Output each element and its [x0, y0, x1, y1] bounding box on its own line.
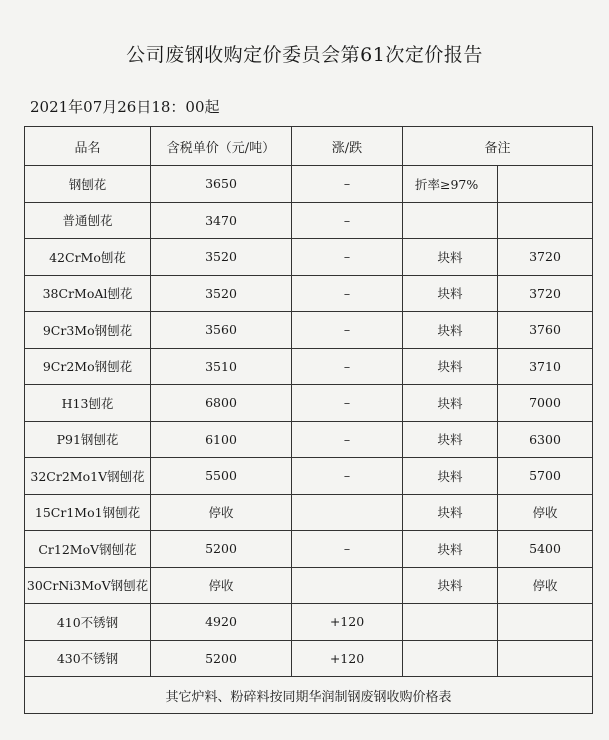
effective-datetime: 2021年07月26日18：00起 — [30, 98, 220, 116]
cell-change: – — [292, 458, 403, 495]
cell-note-value: 5700 — [498, 458, 593, 495]
cell-change — [292, 567, 403, 604]
header-note: 备注 — [403, 127, 593, 166]
cell-price: 停收 — [151, 494, 292, 531]
cell-note-value: 3720 — [498, 275, 593, 312]
cell-price: 停收 — [151, 567, 292, 604]
cell-change: +120 — [292, 604, 403, 641]
cell-price: 3650 — [151, 166, 292, 203]
cell-note-type: 块料 — [403, 312, 498, 349]
table-row — [25, 202, 593, 239]
cell-price: 6100 — [151, 421, 292, 458]
cell-price: 5200 — [151, 531, 292, 568]
cell-name: 9Cr3Mo钢刨花 — [25, 312, 151, 349]
table-row — [25, 604, 593, 641]
cell-change: – — [292, 312, 403, 349]
cell-note-value — [498, 202, 593, 239]
cell-change: – — [292, 348, 403, 385]
table-row — [25, 166, 593, 203]
cell-note-type: 块料 — [403, 458, 498, 495]
cell-price: 5200 — [151, 640, 292, 677]
cell-note-value: 3760 — [498, 312, 593, 349]
cell-price: 5500 — [151, 458, 292, 495]
table-row — [25, 458, 593, 495]
cell-note-type — [403, 640, 498, 677]
cell-price: 3470 — [151, 202, 292, 239]
footer-note: 其它炉料、粉碎料按同期华润制钢废钢收购价格表 — [25, 677, 593, 714]
header-change: 涨/跌 — [292, 127, 403, 166]
cell-change: – — [292, 166, 403, 203]
cell-name: 430不锈钢 — [25, 640, 151, 677]
cell-name: 15Cr1Mo1钢刨花 — [25, 494, 151, 531]
cell-note-type: 块料 — [403, 239, 498, 276]
cell-note-type: 块料 — [403, 348, 498, 385]
cell-name: 38CrMoAl刨花 — [25, 275, 151, 312]
cell-note-type — [403, 202, 498, 239]
cell-note-type: 块料 — [403, 275, 498, 312]
cell-note-type: 块料 — [403, 567, 498, 604]
cell-price: 3510 — [151, 348, 292, 385]
cell-note-value: 3720 — [498, 239, 593, 276]
table-row — [25, 275, 593, 312]
table-row — [25, 312, 593, 349]
table-header-row — [25, 127, 593, 166]
cell-price: 3520 — [151, 275, 292, 312]
cell-note-value: 6300 — [498, 421, 593, 458]
table-row — [25, 239, 593, 276]
cell-name: 42CrMo刨花 — [25, 239, 151, 276]
cell-note-type — [403, 604, 498, 641]
cell-change: – — [292, 275, 403, 312]
cell-change: – — [292, 239, 403, 276]
cell-change: – — [292, 385, 403, 422]
report-title: 公司废钢收购定价委员会第61次定价报告 — [126, 44, 483, 66]
cell-name: 9Cr2Mo钢刨花 — [25, 348, 151, 385]
table-footer-row — [25, 677, 593, 714]
cell-note-type: 块料 — [403, 385, 498, 422]
cell-name: Cr12MoV钢刨花 — [25, 531, 151, 568]
cell-name: 钢刨花 — [25, 166, 151, 203]
header-price: 含税单价（元/吨） — [151, 127, 292, 166]
cell-note-value: 3710 — [498, 348, 593, 385]
cell-change: +120 — [292, 640, 403, 677]
cell-name: H13刨花 — [25, 385, 151, 422]
cell-name: 32Cr2Mo1V钢刨花 — [25, 458, 151, 495]
cell-note-value: 7000 — [498, 385, 593, 422]
cell-note-value — [498, 640, 593, 677]
table-row — [25, 640, 593, 677]
cell-price: 4920 — [151, 604, 292, 641]
cell-change: – — [292, 531, 403, 568]
cell-note-value: 停收 — [498, 494, 593, 531]
cell-change: – — [292, 421, 403, 458]
cell-note-value: 停收 — [498, 567, 593, 604]
cell-price: 6800 — [151, 385, 292, 422]
table-row — [25, 567, 593, 604]
cell-name: 30CrNi3MoV钢刨花 — [25, 567, 151, 604]
cell-name: 普通刨花 — [25, 202, 151, 239]
cell-note-type: 块料 — [403, 494, 498, 531]
table-row — [25, 421, 593, 458]
cell-price: 3520 — [151, 239, 292, 276]
table-row — [25, 348, 593, 385]
cell-note-value: 5400 — [498, 531, 593, 568]
price-table — [24, 126, 593, 714]
cell-note-type: 折率≥97% — [403, 166, 498, 203]
cell-note-type: 块料 — [403, 421, 498, 458]
cell-note-value — [498, 604, 593, 641]
cell-name: 410不锈钢 — [25, 604, 151, 641]
table-row — [25, 385, 593, 422]
table-row — [25, 531, 593, 568]
header-name: 品名 — [25, 127, 151, 166]
cell-name: P91钢刨花 — [25, 421, 151, 458]
cell-change — [292, 494, 403, 531]
cell-note-type: 块料 — [403, 531, 498, 568]
cell-change: – — [292, 202, 403, 239]
table-row — [25, 494, 593, 531]
cell-note-value — [498, 166, 593, 203]
cell-price: 3560 — [151, 312, 292, 349]
